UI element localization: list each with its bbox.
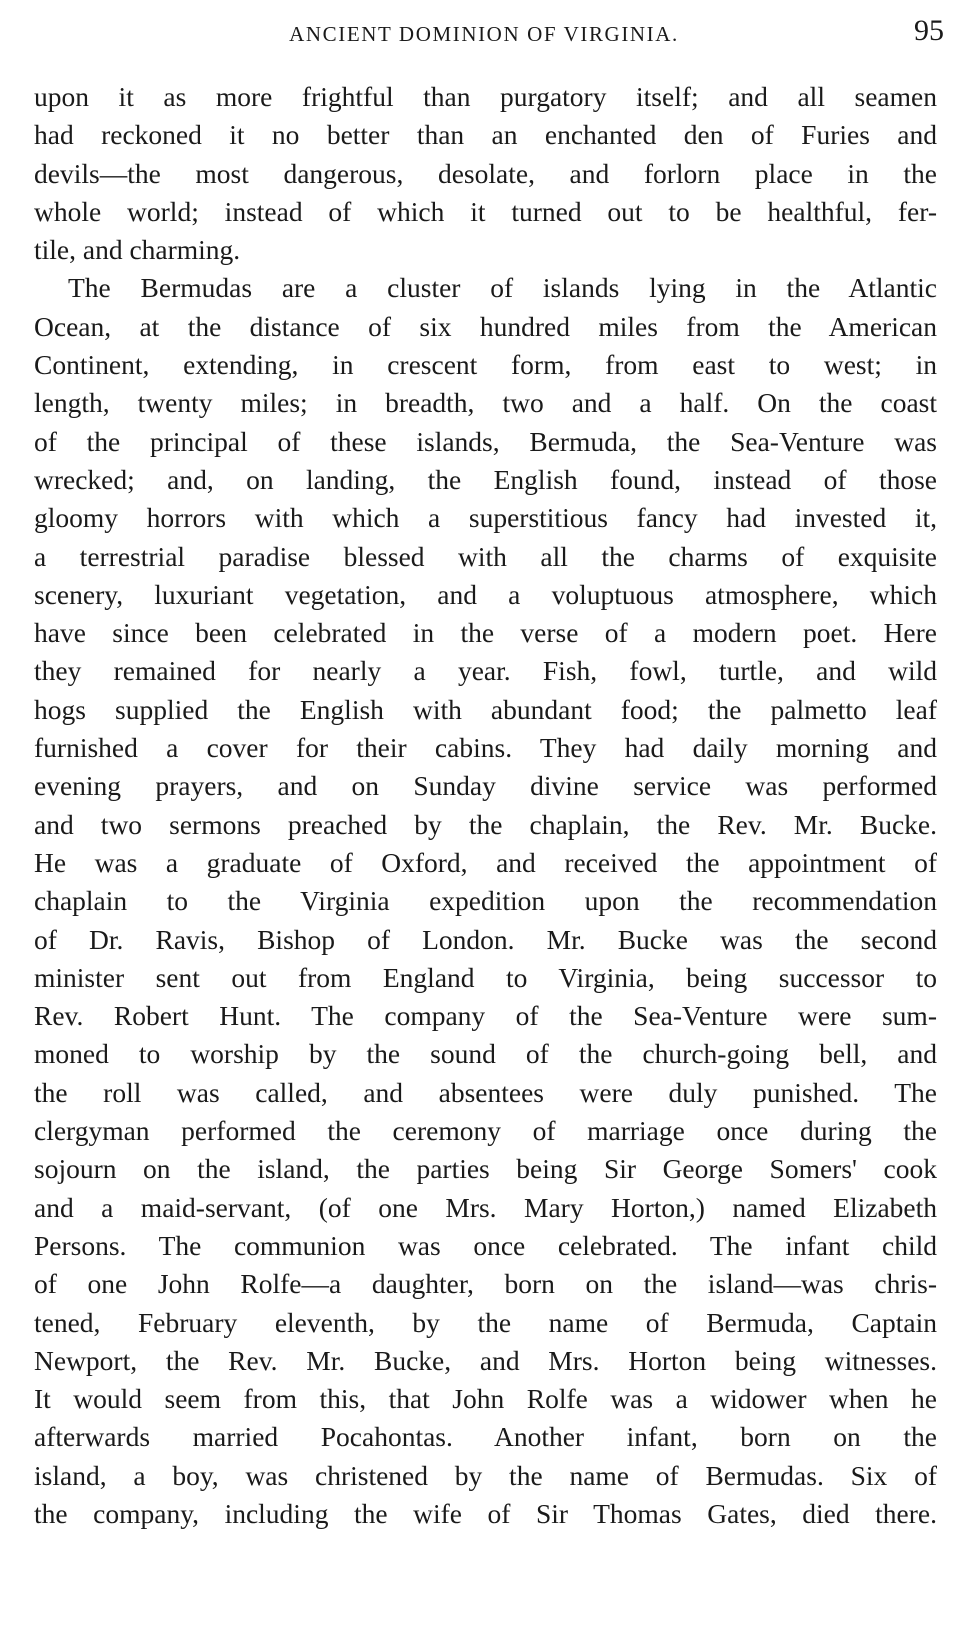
text-line: Persons. The communion was once celebrated. The infant child — [34, 1229, 937, 1261]
text-line: tened, February eleventh, by the name of Bermuda, Captain — [34, 1306, 937, 1338]
text-line: clergyman performed the ceremony of marriage once during the — [34, 1115, 937, 1147]
text-line: and two sermons preached by the chaplain, the Rev. Mr. Bucke. — [34, 808, 937, 840]
text-line: of Dr. Ravis, Bishop of London. Mr. Bucke was the second — [34, 923, 937, 955]
text-line: have since been celebrated in the verse of a modern poet. Here — [34, 617, 937, 649]
text-line: minister sent out from England to Virginia, being successor to — [34, 961, 937, 993]
text-line: hogs supplied the English with abundant food; the palmetto leaf — [34, 693, 937, 725]
text-line: length, twenty miles; in breadth, two and a half. On the coast — [34, 387, 937, 419]
text-line: of one John Rolfe—a daughter, born on the island—was chris- — [34, 1268, 937, 1300]
text-line: Continent, extending, in crescent form, from east to west; in — [34, 349, 937, 381]
text-line: Rev. Robert Hunt. The company of the Sea-Venture were sum- — [34, 1000, 937, 1032]
text-line: had reckoned it no better than an enchanted den of Furies and — [34, 119, 937, 151]
running-title: ANCIENT DOMINION OF VIRGINIA. — [289, 22, 679, 46]
text-line: the company, including the wife of Sir Thomas Gates, died there. — [34, 1497, 937, 1529]
text-line: a terrestrial paradise blessed with all the charms of exquisite — [34, 540, 937, 572]
text-line: scenery, luxuriant vegetation, and a voluptuous atmosphere, which — [34, 578, 937, 610]
text-line: chaplain to the Virginia expedition upon the recommendation — [34, 885, 937, 917]
text-line: and a maid-servant, (of one Mrs. Mary Horton,) named Elizabeth — [34, 1191, 937, 1223]
text-line: Ocean, at the distance of six hundred miles from the American — [34, 310, 937, 342]
text-line: wrecked; and, on landing, the English found, instead of those — [34, 463, 937, 495]
text-line: He was a graduate of Oxford, and received the appointment of — [34, 846, 937, 878]
page-number: 95 — [914, 14, 944, 47]
text-line: of the principal of these islands, Bermuda, the Sea-Venture was — [34, 425, 937, 457]
text-line: Newport, the Rev. Mr. Bucke, and Mrs. Horton being witnesses. — [34, 1344, 937, 1376]
paragraph-end-line: tile, and charming. — [34, 234, 241, 266]
text-line: whole world; instead of which it turned out to be healthful, fer- — [34, 195, 937, 227]
text-line: gloomy horrors with which a superstitious fancy had invested it, — [34, 502, 937, 534]
text-line: afterwards married Pocahontas. Another infant, born on the — [34, 1421, 937, 1453]
running-head — [34, 14, 944, 50]
text-line: furnished a cover for their cabins. They had daily morning and — [34, 732, 937, 764]
text-line: evening prayers, and on Sunday divine service was performed — [34, 770, 937, 802]
text-line: It would seem from this, that John Rolfe was a widower when he — [34, 1383, 937, 1415]
text-line: they remained for nearly a year. Fish, fowl, turtle, and wild — [34, 655, 937, 687]
text-line: sojourn on the island, the parties being Sir George Somers' cook — [34, 1153, 937, 1185]
text-line: moned to worship by the sound of the church-going bell, and — [34, 1038, 937, 1070]
text-line: devils—the most dangerous, desolate, and forlorn place in the — [34, 157, 937, 189]
body-text — [34, 78, 937, 1533]
text-line: upon it as more frightful than purgatory itself; and all seamen — [34, 81, 937, 112]
text-line: the roll was called, and absentees were duly punished. The — [34, 1076, 937, 1108]
paragraph-start-line: The Bermudas are a cluster of islands lying in the Atlantic — [68, 272, 937, 304]
text-line: island, a boy, was christened by the name of Bermudas. Six of — [34, 1459, 937, 1491]
